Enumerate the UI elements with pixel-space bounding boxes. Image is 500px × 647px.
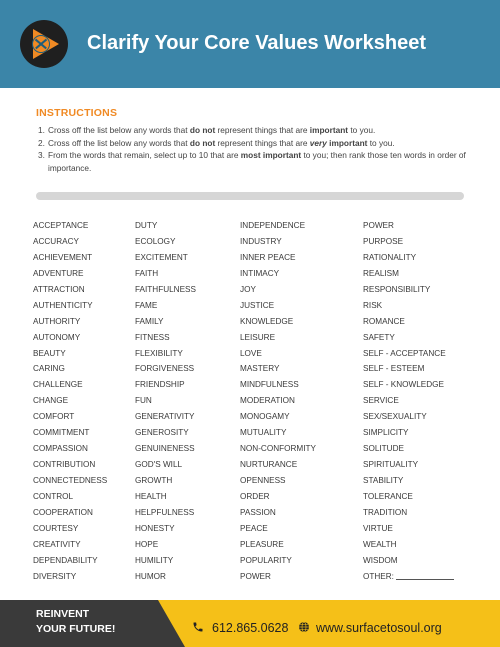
value-word: GOD'S WILL: [135, 460, 183, 470]
value-word: SOLITUDE: [363, 444, 404, 454]
value-word: ACCEPTANCE: [33, 221, 89, 230]
value-word: COMPASSION: [33, 444, 88, 454]
section-divider: [36, 192, 464, 200]
value-word: AUTHENTICITY: [33, 300, 93, 310]
header-banner: [0, 0, 500, 88]
value-word: NURTURANCE: [240, 460, 298, 470]
value-word: SERVICE: [363, 396, 399, 406]
value-word: KNOWLEDGE: [240, 316, 294, 326]
value-word: GENUINENESS: [135, 444, 195, 454]
value-word: RISK: [363, 300, 383, 310]
value-word: DUTY: [135, 221, 158, 230]
value-word: GROWTH: [135, 476, 173, 485]
value-word: CHALLENGE: [33, 380, 83, 390]
value-word: GENERATIVITY: [135, 412, 195, 422]
value-word: ACCURACY: [33, 236, 79, 246]
value-word: MONOGAMY: [240, 412, 290, 422]
value-word: NON-CONFORMITY: [240, 444, 316, 454]
value-word: AUTONOMY: [33, 332, 81, 342]
value-word: ECOLOGY: [135, 236, 176, 246]
value-word: GENEROSITY: [135, 428, 189, 438]
value-word: SAFETY: [363, 332, 395, 342]
instruction-item: 2. Cross off the list below any words that do not represent things that are very important to you.: [38, 137, 395, 148]
value-word: INNER PEACE: [240, 252, 296, 262]
value-word: CHANGE: [33, 396, 69, 406]
value-word: PASSION: [240, 507, 276, 517]
phone-icon: [192, 621, 204, 633]
value-word: POPULARITY: [240, 555, 292, 565]
value-word: WEALTH: [363, 539, 397, 549]
value-word: ACHIEVEMENT: [33, 252, 93, 262]
value-word: AUTHORITY: [33, 316, 81, 326]
value-word: EXCITEMENT: [135, 252, 188, 262]
value-word: SIMPLICITY: [363, 428, 409, 438]
instruction-item: 1. Cross off the list below any words that do not represent things that are important to you.: [38, 125, 376, 135]
other-write-in-line[interactable]: [396, 579, 454, 580]
compass-logo-icon: [20, 20, 68, 68]
value-word: MASTERY: [240, 364, 280, 374]
values-column-2: [135, 221, 196, 588]
values-column-1: [33, 221, 107, 588]
value-word: OPENNESS: [240, 476, 286, 485]
value-word: PLEASURE: [240, 539, 284, 549]
value-word: DEPENDABILITY: [33, 555, 98, 565]
value-word: BEAUTY: [33, 348, 66, 358]
value-word: MODERATION: [240, 396, 295, 406]
value-word: ROMANCE: [363, 316, 405, 326]
instructions-list: [38, 124, 468, 174]
value-word: COMMITMENT: [33, 428, 90, 438]
footer-tagline: REINVENT YOUR FUTURE!: [36, 608, 116, 635]
value-word: CONTROL: [33, 491, 74, 501]
value-word: STABILITY: [363, 476, 404, 485]
phone-number[interactable]: 612.865.0628: [212, 621, 289, 635]
value-word: RESPONSIBILITY: [363, 284, 431, 294]
values-column-4: [363, 221, 454, 588]
value-word: HELPFULNESS: [135, 507, 195, 517]
value-word: HONESTY: [135, 523, 175, 533]
value-word: PEACE: [240, 523, 268, 533]
value-word: POWER: [240, 571, 271, 581]
value-word: WISDOM: [363, 555, 398, 565]
value-word: FRIENDSHIP: [135, 380, 185, 390]
value-word: FITNESS: [135, 332, 170, 342]
value-word: FLEXIBILITY: [135, 348, 183, 358]
value-word: COMFORT: [33, 412, 75, 422]
value-word: VIRTUE: [363, 523, 393, 533]
value-word: INDUSTRY: [240, 236, 282, 246]
other-label: OTHER:: [363, 571, 394, 581]
page-title: Clarify Your Core Values Worksheet: [87, 32, 427, 54]
value-word: SELF - ESTEEM: [363, 364, 425, 374]
value-word: CONNECTEDNESS: [33, 476, 108, 485]
value-word: CONTRIBUTION: [33, 460, 96, 470]
value-word: SPIRITUALITY: [363, 460, 419, 470]
instructions-heading: INSTRUCTIONS: [36, 107, 118, 119]
value-word: INTIMACY: [240, 268, 280, 278]
value-word: LEISURE: [240, 332, 276, 342]
value-word: SELF - ACCEPTANCE: [363, 348, 446, 358]
value-word: FAITH: [135, 268, 159, 278]
value-word: JOY: [240, 284, 256, 294]
value-word: CARING: [33, 364, 65, 374]
value-word: FORGIVENESS: [135, 364, 195, 374]
values-column-3: [240, 221, 316, 588]
globe-icon: [298, 621, 310, 633]
value-word: CREATIVITY: [33, 539, 81, 549]
value-word: SEX/SEXUALITY: [363, 412, 427, 422]
value-word: SELF - KNOWLEDGE: [363, 380, 444, 390]
value-word: HUMOR: [135, 571, 166, 581]
value-word: POWER: [363, 221, 394, 230]
value-word: HUMILITY: [135, 555, 174, 565]
value-word: COOPERATION: [33, 507, 93, 517]
value-word: ATTRACTION: [33, 284, 85, 294]
value-word: FAITHFULNESS: [135, 284, 196, 294]
value-word: HEALTH: [135, 491, 167, 501]
value-word: LOVE: [240, 348, 262, 358]
value-word: TOLERANCE: [363, 491, 413, 501]
value-word: FUN: [135, 396, 152, 406]
value-word: DIVERSITY: [33, 571, 77, 581]
value-word: PURPOSE: [363, 236, 404, 246]
value-word: REALISM: [363, 268, 399, 278]
value-word: FAMILY: [135, 316, 164, 326]
value-word: MUTUALITY: [240, 428, 287, 438]
value-word: MINDFULNESS: [240, 380, 299, 390]
value-word: INDEPENDENCE: [240, 221, 306, 230]
value-word: JUSTICE: [240, 300, 275, 310]
instruction-item: 3. From the words that remain, select up to 10 that are most important to you; then rank those ten words in order of importance.: [38, 150, 466, 173]
value-word: COURTESY: [33, 523, 79, 533]
other-value-entry: [363, 572, 454, 588]
value-word: RATIONALITY: [363, 252, 417, 262]
value-word: ORDER: [240, 491, 270, 501]
website-link[interactable]: www.surfacetosoul.org: [316, 621, 442, 635]
value-word: HOPE: [135, 539, 159, 549]
value-word: ADVENTURE: [33, 268, 84, 278]
value-word: FAME: [135, 300, 158, 310]
value-word: TRADITION: [363, 507, 408, 517]
